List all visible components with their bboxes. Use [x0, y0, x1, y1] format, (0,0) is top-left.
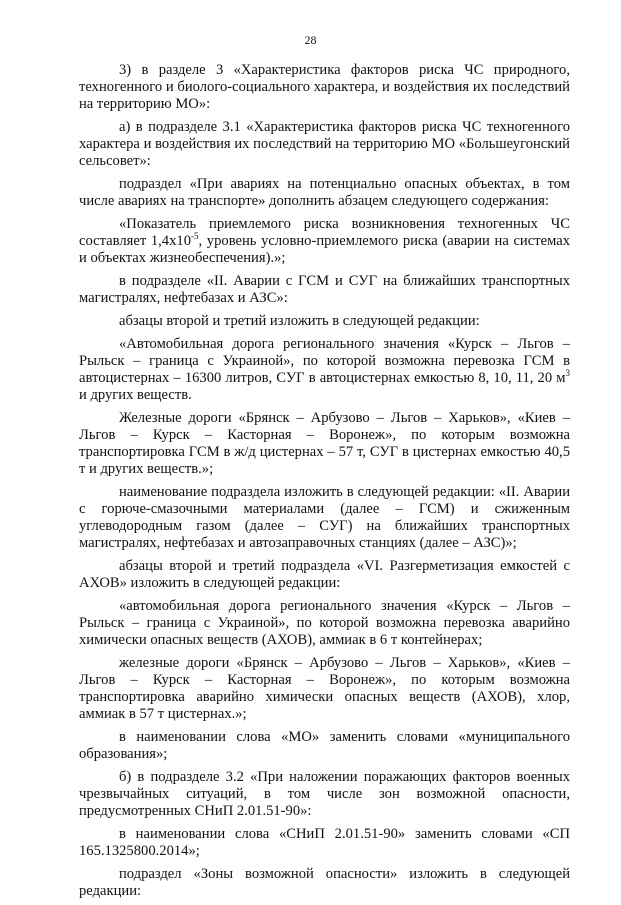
- paragraph-highway-fuel: [79, 336, 570, 404]
- paragraph-subsection-3-1: а) в подразделе 3.1 «Характеристика факторов риска ЧС техногенного характера и воздействия их последствий на территорию МО «Большеугонский сельсовет»:: [79, 119, 570, 169]
- highway-fuel-text-end: и других веществ.: [79, 387, 192, 403]
- paragraph-subsection-vi: абзацы второй и третий подраздела «VI. Разгерметизация емкостей с АХОВ» изложить в следующей редакции:: [79, 558, 570, 591]
- page-number: 28: [304, 33, 317, 47]
- paragraph-highway-ahov: «автомобильная дорога регионального значения «Курск – Льгов – Рыльск – граница с Украиной», по которой возможна перевозка аварийно химически опасных веществ (АХОВ), аммиак в 6 т контейнерах;: [79, 598, 570, 648]
- paragraph-mo-replace: в наименовании слова «МО» заменить словами «муниципального образования»;: [79, 729, 570, 762]
- paragraph-add-clause: подраздел «При авариях на потенциально опасных объектах, в том числе авариях на транспорте» дополнить абзацем следующего содержания:: [79, 176, 570, 209]
- risk-indicator-exponent: -5: [191, 231, 199, 242]
- paragraph-subsection-3-2: б) в подразделе 3.2 «При наложении поражающих факторов военных чрезвычайных ситуаций, в том числе зон возможной опасности, предусмотренных СНиП 2.01.51-90»:: [79, 769, 570, 819]
- paragraph-danger-zones: подраздел «Зоны возможной опасности» изложить в следующей редакции:: [79, 866, 570, 899]
- paragraph-subsection-title: наименование подраздела изложить в следующей редакции: «II. Аварии с горюче-смазочными материалами (далее – ГСМ) и сжиженным углеводородным газом (далее – СУГ) на ближайших транспортных магистралях, нефтебазах и автозаправочных станциях (далее – АЗС)»;: [79, 484, 570, 551]
- paragraph-railways-fuel: Железные дороги «Брянск – Арбузово – Льгов – Харьков», «Киев – Льгов – Курск – Касторная – Воронеж», по которым возможна транспортировка ГСМ в ж/д цистернах – 57 т, СУГ в цистернах емкостью 40,5 т и других веществ.»;: [79, 410, 570, 477]
- document-body: [79, 62, 570, 901]
- highway-fuel-text-start: «Автомобильная дорога регионального значения «Курск – Льгов – Рыльск – граница с Украиной», по которой возможна перевозка ГСМ в автоцистернах – 16300 литров, СУГ в автоцистернах емкостью 8, 10, 11, 20 м: [79, 336, 570, 386]
- cubic-meter-exponent: 3: [565, 368, 570, 379]
- risk-indicator-text-start: «Показатель приемлемого риска возникновения техногенных ЧС составляет 1,4х10: [79, 216, 570, 249]
- paragraph-snip-replace: в наименовании слова «СНиП 2.01.51-90» заменить словами «СП 165.1325800.2014»;: [79, 826, 570, 859]
- paragraph-section-3-heading: 3) в разделе 3 «Характеристика факторов риска ЧС природного, техногенного и биолого-социального характера, и воздействия их последствий на территорию МО»:: [79, 62, 570, 112]
- paragraph-paragraphs-2-3: абзацы второй и третий изложить в следующей редакции:: [119, 313, 480, 329]
- paragraph-subsection-ii: в подразделе «II. Аварии с ГСМ и СУГ на ближайших транспортных магистралях, нефтебазах и АЗС»:: [79, 273, 570, 306]
- paragraph-risk-indicator: [79, 216, 570, 267]
- risk-indicator-text-end: , уровень условно-приемлемого риска (аварии на системах и объектах жизнеобеспечения).»;: [79, 233, 570, 266]
- paragraph-railways-ahov: железные дороги «Брянск – Арбузово – Льгов – Харьков», «Киев – Льгов – Курск – Касторная – Воронеж», по которым возможна транспортировка аварийно химически опасных веществ (АХОВ), хлор, аммиак в 57 т цистернах.»;: [79, 655, 570, 722]
